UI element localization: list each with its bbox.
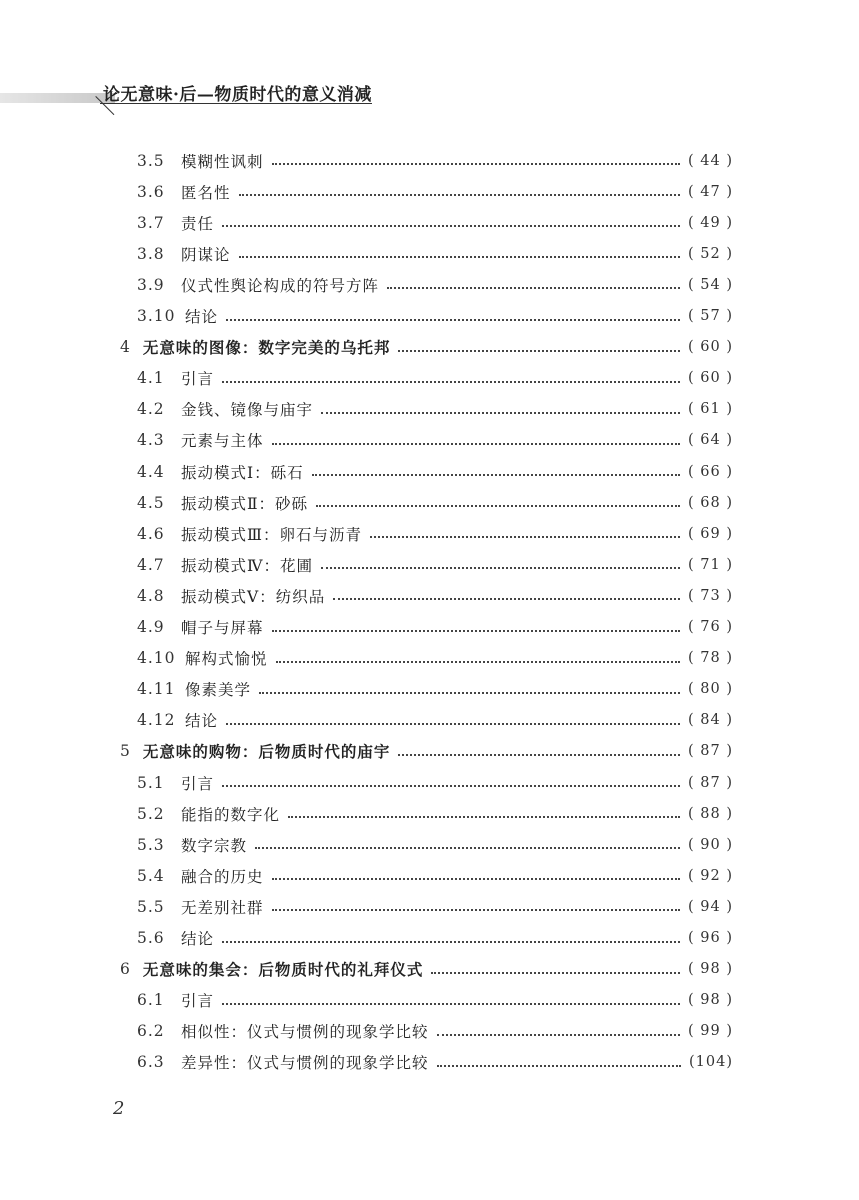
toc-entry-number: 5: [120, 742, 131, 761]
toc-section-entry: [0, 580, 859, 611]
toc-entry-page: ( 69 ): [688, 525, 733, 542]
toc-entry-page: ( 92 ): [688, 867, 733, 884]
toc-section-entry: [0, 643, 859, 674]
toc-entry-page: (104): [689, 1054, 733, 1071]
toc-dot-leader: [398, 753, 680, 756]
toc-entry-page: ( 57 ): [688, 308, 733, 324]
toc-section-entry: [0, 612, 859, 643]
toc-section-entry: [0, 1047, 859, 1078]
toc-entry-title: 金钱、镜像与庙宇: [181, 401, 314, 420]
toc-entry-number: 5.6: [137, 929, 165, 947]
toc-dot-leader: [398, 349, 680, 352]
running-header: [0, 0, 859, 130]
toc-entry-number: 3.10: [137, 307, 176, 325]
toc-section-entry: [0, 1016, 859, 1047]
toc-entry-title: 责任: [181, 214, 215, 233]
toc-entry-number: 4.2: [137, 400, 165, 419]
toc-chapter-entry: [0, 954, 859, 985]
toc-section-entry: [0, 238, 859, 269]
toc-entry-number: 4.9: [137, 618, 165, 636]
toc-dot-leader: [272, 877, 681, 880]
toc-entry-title: 帽子与屏幕: [181, 619, 264, 637]
toc-entry-title: 结论: [185, 712, 219, 731]
toc-entry-number: 4.7: [137, 555, 165, 574]
toc-entry-title: 引言: [181, 774, 215, 793]
toc-entry-number: 4.8: [137, 586, 165, 605]
toc-entry-number: 5.4: [137, 866, 165, 885]
toc-dot-leader: [255, 846, 680, 849]
toc-section-entry: [0, 487, 859, 518]
page-number: 2: [113, 1098, 125, 1119]
toc-entry-number: 6.1: [137, 991, 165, 1010]
toc-entry-page: ( 64 ): [688, 432, 733, 449]
toc-dot-leader: [222, 380, 680, 383]
toc-entry-title: 振动模式Ⅱ：砂砾: [181, 494, 309, 513]
running-title: 论无意味·后—物质时代的意义消减: [103, 85, 372, 105]
toc-entry-page: ( 44 ): [688, 152, 733, 169]
toc-dot-leader: [272, 908, 681, 911]
toc-entry-page: ( 47 ): [688, 183, 733, 200]
toc-entry-title: 阴谋论: [181, 245, 231, 264]
toc-dot-leader: [316, 504, 680, 507]
toc-entry-title: 数字宗教: [181, 836, 248, 855]
toc-entry-title: 像素美学: [185, 681, 252, 700]
toc-section-entry: [0, 923, 859, 954]
toc-entry-number: 3.8: [137, 244, 165, 263]
toc-entry-number: 5.3: [137, 835, 165, 854]
toc-entry-page: ( 78 ): [688, 650, 733, 667]
toc-section-entry: [0, 394, 859, 425]
toc-entry-title: 匿名性: [181, 183, 231, 202]
toc-entry-number: 4.3: [137, 431, 165, 450]
toc-section-entry: [0, 425, 859, 456]
toc-section-entry: [0, 269, 859, 300]
toc-section-entry: [0, 891, 859, 922]
toc-entry-title: 无意味的集会：后物质时代的礼拜仪式: [142, 961, 424, 980]
toc-dot-leader: [276, 660, 681, 663]
toc-dot-leader: [387, 286, 680, 289]
toc-section-entry: [0, 176, 859, 207]
toc-section-entry: [0, 829, 859, 860]
toc-entry-number: 3.9: [137, 275, 165, 294]
toc-section-entry: [0, 456, 859, 487]
toc-entry-page: ( 49 ): [688, 214, 733, 231]
toc-dot-leader: [431, 971, 680, 974]
toc-entry-number: 4.12: [137, 711, 176, 730]
toc-section-entry: [0, 549, 859, 580]
toc-entry-number: 5.5: [137, 897, 165, 916]
toc-dot-leader: [272, 629, 681, 632]
toc-entry-page: ( 99 ): [688, 1023, 733, 1040]
toc-dot-leader: [239, 193, 681, 196]
toc-entry-page: ( 87 ): [688, 743, 733, 760]
toc-dot-leader: [222, 1002, 680, 1005]
toc-entry-number: 5.1: [137, 773, 165, 792]
toc-entry-title: 无差别社群: [181, 898, 264, 917]
toc-entry-number: 4.5: [137, 493, 165, 512]
toc-entry-number: 4.1: [137, 369, 165, 388]
toc-section-entry: [0, 985, 859, 1016]
toc-entry-page: ( 73 ): [688, 587, 733, 604]
toc-section-entry: [0, 705, 859, 736]
toc-entry-number: 6.3: [137, 1053, 165, 1072]
toc-entry-page: ( 60 ): [688, 370, 733, 387]
toc-entry-page: ( 71 ): [688, 556, 733, 573]
toc-dot-leader: [370, 535, 680, 538]
toc-dot-leader: [222, 224, 680, 227]
toc-entry-page: ( 96 ): [688, 930, 733, 946]
toc-dot-leader: [272, 162, 681, 165]
toc-entry-page: ( 98 ): [688, 992, 733, 1009]
toc-entry-number: 3.6: [137, 182, 165, 201]
toc-entry-page: ( 61 ): [688, 401, 733, 418]
toc-section-entry: [0, 363, 859, 394]
toc-entry-page: ( 94 ): [688, 898, 733, 915]
toc-dot-leader: [333, 597, 680, 600]
toc-entry-number: 6: [120, 960, 131, 979]
toc-entry-title: 结论: [185, 308, 219, 326]
toc-entry-title: 元素与主体: [181, 432, 264, 451]
toc-dot-leader: [272, 442, 681, 445]
toc-entry-title: 差异性：仪式与惯例的现象学比较: [181, 1054, 429, 1073]
toc-dot-leader: [437, 1033, 681, 1036]
toc-entry-title: 结论: [181, 930, 215, 948]
toc-entry-page: ( 60 ): [688, 339, 733, 356]
toc-entry-title: 振动模式Ⅴ：纺织品: [181, 587, 326, 606]
toc-section-entry: [0, 301, 859, 332]
toc-entry-number: 3.7: [137, 213, 165, 232]
toc-entry-number: 4.11: [137, 680, 176, 699]
toc-entry-title: 无意味的图像：数字完美的乌托邦: [142, 339, 391, 358]
toc-entry-title: 相似性：仪式与惯例的现象学比较: [181, 1023, 429, 1042]
toc-dot-leader: [288, 815, 680, 818]
toc-entry-page: ( 90 ): [688, 836, 733, 853]
toc-section-entry: [0, 145, 859, 176]
toc-dot-leader: [226, 722, 680, 725]
toc-section-entry: [0, 518, 859, 549]
toc-entry-title: 无意味的购物：后物质时代的庙宇: [142, 743, 391, 762]
toc-dot-leader: [321, 566, 680, 569]
toc-entry-title: 振动模式Ⅳ：花圃: [181, 556, 313, 575]
toc-entry-page: ( 88 ): [688, 805, 733, 822]
toc-dot-leader: [222, 784, 680, 787]
toc-dot-leader: [226, 318, 680, 321]
toc-section-entry: [0, 207, 859, 238]
toc-section-entry: [0, 767, 859, 798]
toc-entry-page: ( 98 ): [688, 961, 733, 978]
toc-dot-leader: [437, 1064, 681, 1067]
toc-dot-leader: [239, 255, 681, 258]
toc-dot-leader: [259, 691, 680, 694]
toc-entry-page: ( 54 ): [688, 276, 733, 293]
toc-entry-page: ( 76 ): [688, 619, 733, 635]
toc-entry-number: 3.5: [137, 151, 165, 170]
toc-section-entry: [0, 860, 859, 891]
toc-dot-leader: [312, 473, 680, 476]
toc-dot-leader: [222, 940, 680, 943]
toc-entry-number: 4.6: [137, 524, 165, 543]
toc-entry-number: 4: [120, 338, 131, 357]
toc-section-entry: [0, 798, 859, 829]
toc-entry-title: 模糊性讽刺: [181, 152, 264, 171]
toc-section-entry: [0, 674, 859, 705]
toc-chapter-entry: [0, 736, 859, 767]
toc-entry-title: 振动模式Ⅰ：砾石: [181, 463, 304, 482]
toc-entry-page: ( 80 ): [688, 681, 733, 698]
toc-entry-title: 仪式性舆论构成的符号方阵: [181, 276, 380, 295]
toc-entry-page: ( 68 ): [688, 494, 733, 511]
toc-entry-title: 解构式愉悦: [185, 650, 268, 669]
toc-entry-page: ( 66 ): [688, 463, 733, 480]
toc-entry-number: 4.4: [137, 462, 165, 481]
toc-entry-number: 6.2: [137, 1022, 165, 1041]
toc-entry-number: 4.10: [137, 649, 176, 668]
toc-entry-number: 5.2: [137, 804, 165, 823]
toc-dot-leader: [321, 411, 680, 414]
toc-entry-page: ( 84 ): [688, 712, 733, 729]
toc-chapter-entry: [0, 332, 859, 363]
toc-entry-title: 融合的历史: [181, 867, 264, 886]
toc-entry-page: ( 87 ): [688, 774, 733, 791]
toc-entry-title: 能指的数字化: [181, 805, 281, 824]
toc-entry-title: 引言: [181, 370, 215, 389]
toc-entry-title: 引言: [181, 992, 215, 1011]
toc-entry-page: ( 52 ): [688, 245, 733, 262]
toc-entry-title: 振动模式Ⅲ：卵石与沥青: [181, 525, 362, 544]
